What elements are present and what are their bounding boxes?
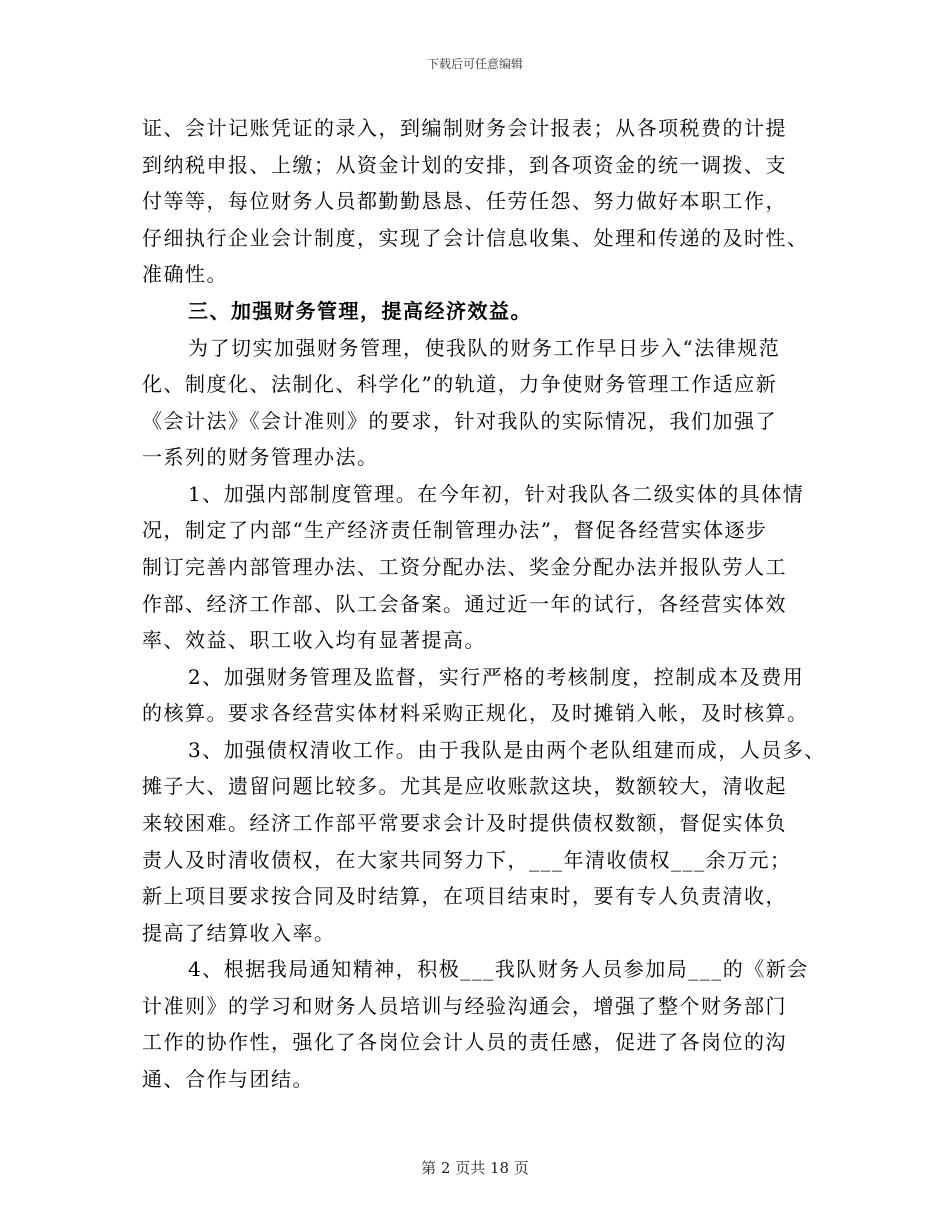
text-line: 制订完善内部管理办法、工资分配办法、奖金分配办法并报队劳人工 (142, 555, 787, 579)
text-line: 到纳税申报、上缴；从资金计划的安排，到各项资金的统一调拨、支 (142, 153, 787, 177)
text-line: 工作的协作性，强化了各岗位会计人员的责任感，促进了各岗位的沟 (142, 1030, 787, 1054)
text-line: 摊子大、遗留问题比较多。尤其是应收账款这块，数额较大，清收起 (142, 774, 787, 798)
text-line: 为了切实加强财务管理，使我队的财务工作早日步入“法律规范 (188, 336, 781, 360)
page-number: 第 2 页共 18 页 (421, 1159, 529, 1177)
text-line: 3、加强债权清收工作。由于我队是由两个老队组建而成，人员多、 (188, 738, 826, 762)
text-line: 4、根据我局通知精神，积极___我队财务人员参加局___的《新会 (188, 957, 809, 981)
section-heading: 三、加强财务管理，提高经济效益。 (188, 299, 532, 323)
text-line: 提高了结算收入率。 (142, 921, 336, 945)
text-line: 1、加强内部制度管理。在今年初，针对我队各二级实体的具体情 (188, 482, 805, 506)
text-line: 付等等，每位财务人员都勤勤恳恳、任劳任怨、努力做好本职工作， (142, 189, 787, 213)
text-line: 化、制度化、法制化、科学化”的轨道，力争使财务管理工作适应新 (142, 372, 778, 396)
text-line: 计准则》的学习和财务人员培训与经验沟通会，增强了整个财务部门 (142, 994, 787, 1018)
text-line: 的核算。要求各经营实体材料采购正规化，及时摊销入帐，及时核算。 (142, 701, 809, 725)
text-line: 来较困难。经济工作部平常要求会计及时提供债权数额，督促实体负 (142, 811, 787, 835)
text-line: 2、加强财务管理及监督，实行严格的考核制度，控制成本及费用 (188, 665, 805, 689)
text-line: 责人及时清收债权，在大家共同努力下，___年清收债权___余万元； (142, 848, 792, 872)
text-line: 率、效益、职工收入均有显著提高。 (142, 628, 486, 652)
text-line: 仔细执行企业会计制度，实现了会计信息收集、处理和传递的及时性、 (142, 226, 809, 250)
page-header: 下载后可任意编辑 (426, 57, 523, 71)
text-line: 新上项目要求按合同及时结算，在项目结束时，要有专人负责清收， (142, 884, 787, 908)
text-line: 作部、经济工作部、队工会备案。通过近一年的试行，各经营实体效 (142, 592, 787, 616)
text-line: 通、合作与团结。 (142, 1067, 314, 1091)
text-line: 准确性。 (142, 262, 228, 286)
text-line: 证、会计记账凭证的录入，到编制财务会计报表；从各项税费的计提 (142, 116, 787, 140)
text-line: 《会计法》《会计准则》的要求，针对我队的实际情况，我们加强了 (142, 409, 777, 433)
text-line: 一系列的财务管理办法。 (142, 445, 379, 469)
text-line: 况，制定了内部“生产经济责任制管理办法”，督促各经营实体逐步 (142, 518, 768, 542)
